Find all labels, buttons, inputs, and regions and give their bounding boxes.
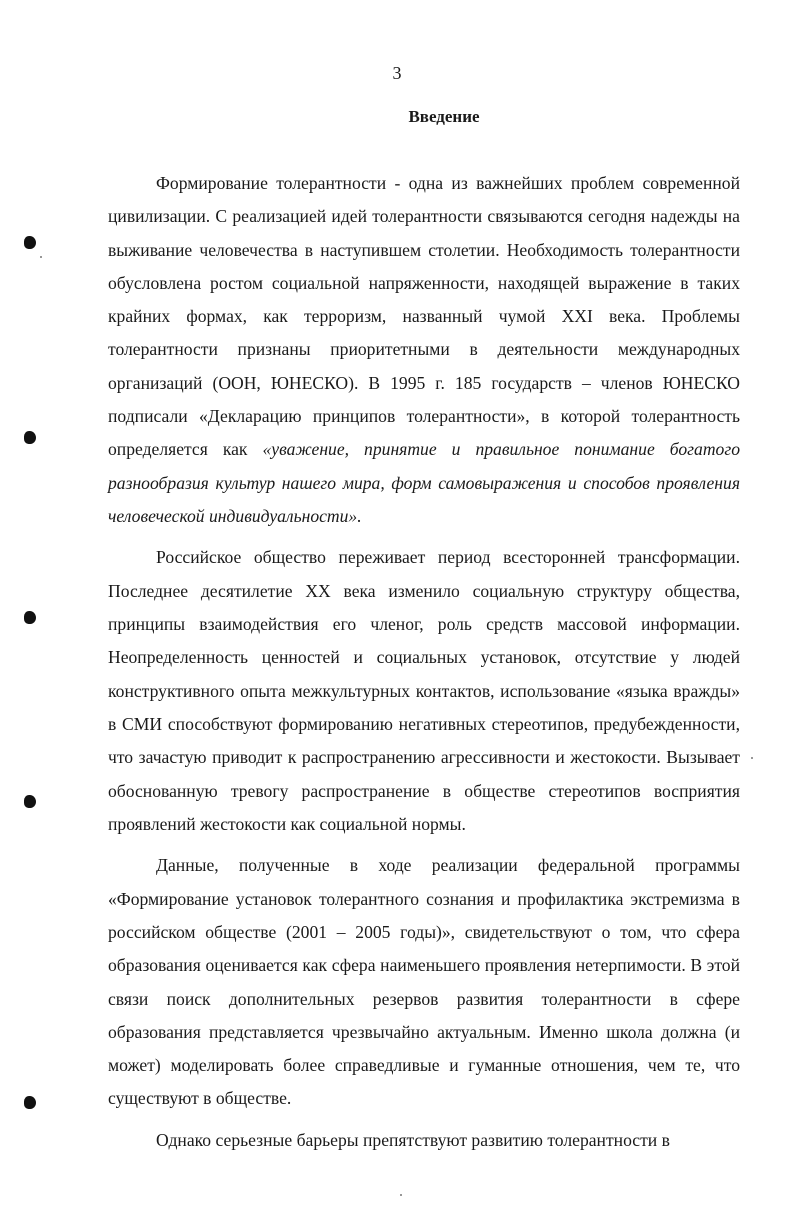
- document-body: [108, 167, 740, 1165]
- punch-hole-mark: [24, 236, 36, 249]
- declaration-quote: «уважение, принятие и правильное понимание богатого разнообразия культур нашего мира, форм самовыражения и способов проявления человеческой индивидуальности».: [108, 439, 740, 526]
- page-number: 3: [392, 63, 402, 83]
- scan-speck: [400, 1194, 402, 1196]
- paragraph-federal-program: Данные, полученные в ходе реализации федеральной программы «Формирование установок толерантного сознания и профилактика экстремизма в российском обществе (2001 – 2005 годы)», свидетельствуют о том, что сфера образования оценивается как сфера наименьшего проявления нетерпимости. В этой связи поиск дополнительных резервов развития толерантности в сфере образования представляется чрезвычайно актуальным. Именно школа должна (и может) моделировать более справедливые и гуманные отношения, чем те, что существуют в обществе.: [108, 855, 740, 1109]
- paragraph-barriers: Однако серьезные барьеры препятствуют развитию толерантности в: [156, 1129, 670, 1150]
- punch-hole-mark: [24, 611, 36, 624]
- paragraph-russian-society: Российское общество переживает период всесторонней трансформации. Последнее десятилетие XX века изменило социальную структуру общества, принципы взаимодействия его членог, роль средств массовой информации. Неопределенность ценностей и социальных установок, отсутствие у людей конструктивного опыта межкультурных контактов, использование «языка вражды» в СМИ способствуют формированию негативных стереотипов, предубежденности, что зачастую приводит к распространению агрессивности и жестокости. Вызывает обоснованную тревогу распространение в обществе стереотипов восприятия проявлений жестокости как социальной нормы.: [108, 547, 740, 834]
- page-title: Введение: [408, 107, 480, 126]
- punch-hole-mark: [24, 1096, 36, 1109]
- paragraph-text: Формирование толерантности - одна из важнейших проблем современной цивилизации. С реализацией идей толерантности связываются сегодня надежды на выживание человечества в наступившем столетии. Необходимость толерантности обусловлена ростом социальной напряженности, находящей выражение в таких крайних формах, как терроризм, названный чумой XXI века. Проблемы толерантности признаны приоритетными в деятельности международных организаций (ООН, ЮНЕСКО). В 1995 г. 185 государств – членов ЮНЕСКО подписали «Декларацию принципов толерантности», в которой толерантность определяется как: [108, 173, 740, 460]
- punch-hole-mark: [24, 795, 36, 808]
- punch-hole-mark: [24, 431, 36, 444]
- paragraph-intro: [108, 167, 740, 533]
- scan-speck: [40, 256, 42, 258]
- scan-speck: [751, 757, 753, 759]
